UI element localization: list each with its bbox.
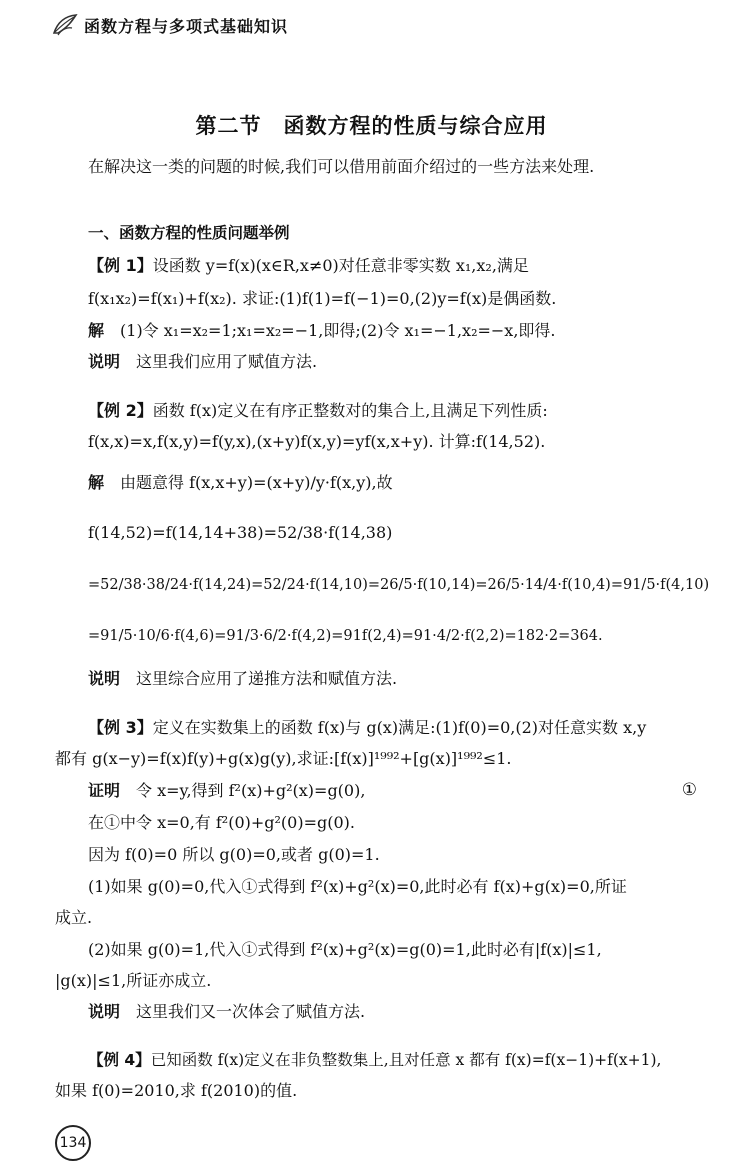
section-number: 第二节 [195, 114, 262, 138]
text-line: 解 (1)令 x₁=x₂=1;x₁=x₂=−1,即得;(2)令 x₁=−1,x₂=−x,即得. [88, 321, 556, 340]
text-line: 【例 3】定义在实数集上的函数 f(x)与 g(x)满足:(1)f(0)=0,(2)对任意实数 x,y [88, 718, 647, 737]
leaf-logo-icon [52, 13, 78, 37]
text-line: 【例 1】设函数 y=f(x)(x∈R,x≠0)对任意非零实数 x₁,x₂,满足 [88, 256, 529, 275]
text-line: f(x,x)=x,f(x,y)=f(y,x),(x+y)f(x,y)=yf(x,x+y). 计算:f(14,52). [88, 432, 546, 451]
text-line: 因为 f(0)=0 所以 g(0)=0,或者 g(0)=1. [88, 845, 380, 864]
text-line: =91/5·10/6·f(4,6)=91/3·6/2·f(4,2)=91f(2,4)=91·4/2·f(2,2)=182·2=364. [88, 628, 603, 644]
label-prefix: 【例 2】 [88, 401, 153, 420]
text-line: 说明 这里综合应用了递推方法和赋值方法. [88, 669, 398, 688]
text-line: =52/38·38/24·f(14,24)=52/24·f(14,10)=26/5·f(10,14)=26/5·14/4·f(10,4)=91/5·f(4,10) [88, 577, 710, 593]
label-prefix: 证明 [88, 781, 121, 800]
text-line: 【例 4】已知函数 f(x)定义在非负整数集上,且对任意 x 都有 f(x)=f(x−1)+f(x+1), [88, 1051, 662, 1069]
label-prefix: 解 [88, 321, 105, 340]
text-line: (1)如果 g(0)=0,代入①式得到 f²(x)+g²(x)=0,此时必有 f(x)+g(x)=0,所证 [88, 877, 627, 896]
text-line: 都有 g(x−y)=f(x)f(y)+g(x)g(y),求证:[f(x)]¹⁹⁹²+[g(x)]¹⁹⁹²≤1. [55, 749, 512, 768]
text-line: |g(x)|≤1,所证亦成立. [55, 971, 212, 990]
text-line: 在①中令 x=0,有 f²(0)+g²(0)=g(0). [88, 813, 355, 832]
label-prefix: 说明 [88, 669, 121, 688]
text-line: 说明 这里我们又一次体会了赋值方法. [88, 1002, 366, 1021]
text-line: 解 由题意得 f(x,x+y)=(x+y)/y·f(x,y),故 [88, 473, 393, 492]
text-line: 证明 令 x=y,得到 f²(x)+g²(x)=g(0), [88, 781, 366, 800]
section-title [0, 110, 743, 140]
label-prefix: 【例 3】 [88, 718, 153, 737]
text-line: 如果 f(0)=2010,求 f(2010)的值. [55, 1081, 298, 1100]
label-prefix: 解 [88, 473, 105, 492]
subsection-heading: 一、函数方程的性质问题举例 [88, 224, 290, 242]
text-line: (2)如果 g(0)=1,代入①式得到 f²(x)+g²(x)=g(0)=1,此时必有|f(x)|≤1, [88, 940, 602, 959]
section-title-text: 函数方程的性质与综合应用 [283, 114, 548, 138]
label-prefix: 说明 [88, 352, 121, 371]
header-title: 函数方程与多项式基础知识 [84, 16, 289, 36]
text-line: 成立. [55, 908, 93, 927]
text-line: 【例 2】函数 f(x)定义在有序正整数对的集合上,且满足下列性质: [88, 401, 548, 420]
label-prefix: 【例 4】 [88, 1051, 151, 1069]
intro-text: 在解决这一类的问题的时候,我们可以借用前面介绍过的一些方法来处理. [88, 157, 595, 176]
text-line: f(14,52)=f(14,14+38)=52/38·f(14,38) [88, 523, 393, 542]
label-prefix: 【例 1】 [88, 256, 153, 275]
page-number: 134 [55, 1125, 91, 1161]
label-prefix: 说明 [88, 1002, 121, 1021]
text-line: 说明 这里我们应用了赋值方法. [88, 352, 318, 371]
running-header [52, 8, 288, 42]
text-line: f(x₁x₂)=f(x₁)+f(x₂). 求证:(1)f(1)=f(−1)=0,(2)y=f(x)是偶函数. [88, 289, 557, 308]
equation-tag: ① [681, 780, 697, 800]
